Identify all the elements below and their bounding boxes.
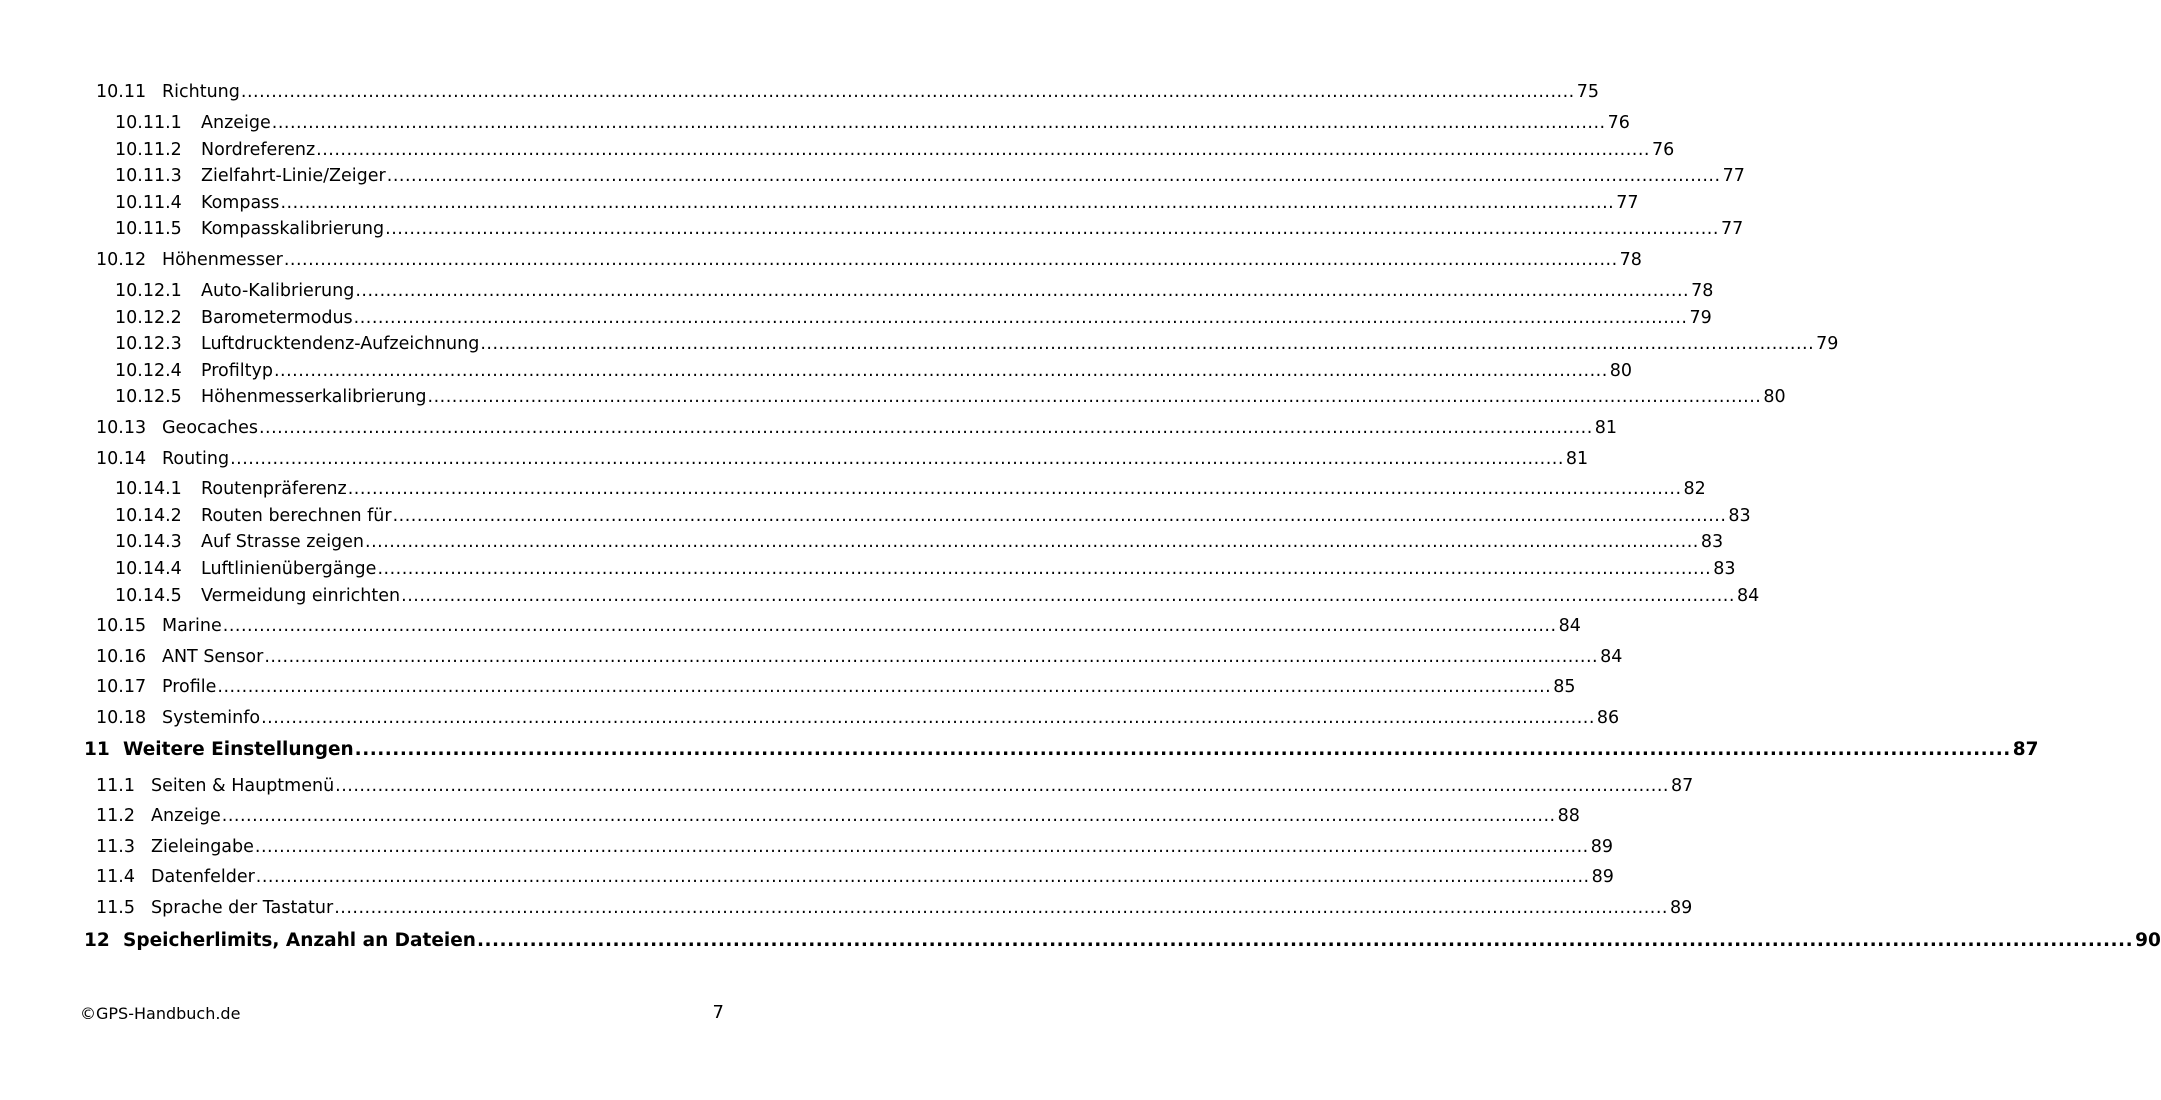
toc-entry-page: 87 — [1670, 776, 1694, 796]
dot-leader: ............................................................................................................................................................................................................................ — [316, 140, 1650, 160]
toc-entry-title: Marine — [162, 616, 222, 636]
dot-leader: ............................................................................................................................................................................................................................ — [240, 82, 1575, 102]
toc-entry[interactable] — [96, 866, 1614, 888]
toc-entry-page: 81 — [1565, 449, 1589, 469]
toc-entry-page: 76 — [1651, 140, 1675, 160]
toc-entry-page: 77 — [1720, 219, 1744, 239]
toc-entry-page: 89 — [1670, 898, 1693, 918]
footer-page-number: 7 — [712, 1002, 724, 1023]
toc-entry-title: Weitere Einstellungen — [123, 739, 354, 760]
toc-entry[interactable] — [84, 930, 2161, 952]
toc-entry[interactable] — [115, 307, 1712, 329]
toc-entry-title: Routenpräferenz — [201, 479, 347, 499]
toc-entry[interactable] — [84, 739, 2039, 761]
toc-entry-title: Speicherlimits, Anzahl an Dateien — [123, 930, 476, 951]
toc-entry-title: Höhenmesserkalibrierung — [201, 387, 427, 407]
toc-entry-page: 83 — [1713, 559, 1736, 579]
dot-leader: ............................................................................................................................................................................................................................ — [377, 559, 1712, 579]
toc-entry-page: 75 — [1576, 82, 1599, 102]
dot-leader: ............................................................................................................................................................................................................................ — [365, 532, 1699, 552]
toc-entry-number: 11.5 — [96, 898, 135, 918]
dot-leader: ............................................................................................................................................................................................................................ — [480, 334, 1815, 354]
toc-entry[interactable] — [96, 615, 1581, 637]
toc-entry[interactable] — [96, 676, 1576, 698]
dot-leader: ............................................................................................................................................................................................................................ — [255, 867, 1590, 887]
toc-entry-number: 10.12.1 — [115, 281, 182, 301]
toc-entry-title: Zielfahrt-Linie/Zeiger — [201, 166, 386, 186]
dot-leader: ............................................................................................................................................................................................................................ — [354, 739, 2011, 760]
toc-entry-number: 10.11.2 — [115, 140, 182, 160]
dot-leader: ............................................................................................................................................................................................................................ — [401, 586, 1735, 606]
toc-entry-page: 76 — [1607, 113, 1630, 133]
dot-leader: ............................................................................................................................................................................................................................ — [476, 930, 2134, 951]
toc-entry[interactable] — [115, 505, 1751, 527]
dot-leader: ............................................................................................................................................................................................................................ — [386, 166, 1721, 186]
toc-entry-title: Routing — [162, 449, 230, 469]
dot-leader: ............................................................................................................................................................................................................................ — [355, 281, 1690, 301]
toc-entry-number: 12 — [84, 930, 110, 951]
toc-entry-page: 77 — [1616, 193, 1639, 213]
toc-entry-page: 84 — [1558, 616, 1581, 636]
toc-entry-number: 11.2 — [96, 806, 135, 826]
toc-entry-page: 87 — [2012, 739, 2039, 760]
toc-entry-page: 78 — [1691, 281, 1714, 301]
toc-entry-page: 88 — [1557, 806, 1580, 826]
toc-entry-page: 90 — [2135, 930, 2161, 951]
toc-entry-title: Richtung — [162, 82, 240, 102]
dot-leader: ............................................................................................................................................................................................................................ — [347, 479, 1682, 499]
dot-leader: ............................................................................................................................................................................................................................ — [273, 361, 1608, 381]
toc-entry-page: 89 — [1590, 837, 1614, 857]
toc-entry-page: 77 — [1722, 166, 1745, 186]
toc-entry-page: 86 — [1596, 708, 1620, 728]
toc-entry[interactable] — [96, 897, 1693, 919]
dot-leader: ............................................................................................................................................................................................................................ — [221, 806, 1556, 826]
toc-entry[interactable] — [115, 360, 1633, 382]
toc-entry-page: 89 — [1591, 867, 1614, 887]
toc-entry-title: Kompasskalibrierung — [201, 219, 385, 239]
toc-entry[interactable] — [115, 585, 1760, 607]
toc-entry-page: 84 — [1736, 586, 1760, 606]
dot-leader: ............................................................................................................................................................................................................................ — [258, 418, 1593, 438]
toc-entry-title: Kompass — [201, 193, 280, 213]
toc-entry-title: Barometermodus — [201, 308, 353, 328]
toc-entry-page: 80 — [1763, 387, 1786, 407]
toc-entry[interactable] — [96, 805, 1580, 827]
toc-entry-number: 10.11.4 — [115, 193, 182, 213]
toc-entry[interactable] — [115, 478, 1706, 500]
toc-entry-number: 10.12.5 — [115, 387, 182, 407]
toc-entry[interactable] — [96, 249, 1642, 271]
toc-entry-number: 10.16 — [96, 647, 147, 667]
toc-entry-title: Sprache der Tastatur — [151, 898, 334, 918]
dot-leader: ............................................................................................................................................................................................................................ — [222, 616, 1557, 636]
dot-leader: ............................................................................................................................................................................................................................ — [261, 708, 1595, 728]
toc-entry-title: Profile — [162, 677, 217, 697]
toc-entry-page: 79 — [1816, 334, 1839, 354]
toc-entry-title: ANT Sensor — [162, 647, 264, 667]
toc-entry[interactable] — [115, 280, 1714, 302]
toc-entry[interactable] — [115, 333, 1839, 355]
toc-entry-page: 79 — [1689, 308, 1712, 328]
toc-entry[interactable] — [96, 417, 1618, 439]
dot-leader: ............................................................................................................................................................................................................................ — [283, 250, 1618, 270]
toc-entry-title: Routen berechnen für — [201, 506, 392, 526]
toc-entry-page: 85 — [1553, 677, 1576, 697]
toc-entry[interactable] — [115, 165, 1745, 187]
toc-entry[interactable] — [96, 646, 1623, 668]
toc-entry[interactable] — [115, 218, 1744, 240]
toc-entry[interactable] — [115, 531, 1724, 553]
toc-entry-number: 10.11.3 — [115, 166, 182, 186]
toc-entry-number: 10.14 — [96, 449, 147, 469]
toc-entry-number: 10.11.1 — [115, 113, 182, 133]
toc-entry-title: Auto-Kalibrierung — [201, 281, 355, 301]
toc-entry-title: Auf Strasse zeigen — [201, 532, 365, 552]
dot-leader: ............................................................................................................................................................................................................................ — [254, 837, 1589, 857]
toc-entry-number: 10.11.5 — [115, 219, 182, 239]
toc-entry-number: 10.12 — [96, 250, 147, 270]
toc-entry-page: 78 — [1619, 250, 1642, 270]
toc-entry-title: Vermeidung einrichten — [201, 586, 401, 606]
toc-entry[interactable] — [96, 836, 1614, 858]
toc-entry-title: Luftlinienübergänge — [201, 559, 377, 579]
toc-entry-title: Seiten & Hauptmenü — [151, 776, 335, 796]
toc-entry-number: 10.13 — [96, 418, 147, 438]
toc-entry-number: 10.14.4 — [115, 559, 182, 579]
toc-entry[interactable] — [115, 112, 1630, 134]
toc-entry-title: Profiltyp — [201, 361, 273, 381]
toc-entry-number: 10.18 — [96, 708, 147, 728]
toc-entry-number: 10.12.4 — [115, 361, 182, 381]
toc-entry-number: 10.14.3 — [115, 532, 182, 552]
toc-entry-number: 11.3 — [96, 837, 135, 857]
toc-entry-number: 11.1 — [96, 776, 135, 796]
toc-entry-number: 10.12.2 — [115, 308, 182, 328]
dot-leader: ............................................................................................................................................................................................................................ — [427, 387, 1762, 407]
toc-entry-page: 82 — [1683, 479, 1706, 499]
dot-leader: ............................................................................................................................................................................................................................ — [271, 113, 1606, 133]
toc-entry-title: Zieleingabe — [151, 837, 254, 857]
toc-entry[interactable] — [96, 448, 1589, 470]
toc-entry-number: 10.17 — [96, 677, 147, 697]
toc-entry-title: Höhenmesser — [162, 250, 283, 270]
dot-leader: ............................................................................................................................................................................................................................ — [217, 677, 1552, 697]
toc-entry[interactable] — [115, 139, 1675, 161]
dot-leader: ............................................................................................................................................................................................................................ — [264, 647, 1599, 667]
toc-entry[interactable] — [115, 386, 1786, 408]
toc-entry-number: 10.15 — [96, 616, 147, 636]
dot-leader: ............................................................................................................................................................................................................................ — [335, 776, 1669, 796]
toc-entry-page: 80 — [1609, 361, 1633, 381]
dot-leader: ............................................................................................................................................................................................................................ — [353, 308, 1688, 328]
toc-entry[interactable] — [96, 81, 1599, 103]
toc-entry-page: 83 — [1700, 532, 1724, 552]
toc-entry[interactable] — [96, 775, 1694, 797]
toc-entry-title: Anzeige — [151, 806, 221, 826]
dot-leader: ............................................................................................................................................................................................................................ — [280, 193, 1615, 213]
toc-entry-number: 10.14.5 — [115, 586, 182, 606]
toc-entry-page: 84 — [1600, 647, 1623, 667]
toc-entry[interactable] — [96, 707, 1620, 729]
toc-entry-number: 10.14.2 — [115, 506, 182, 526]
dot-leader: ............................................................................................................................................................................................................................ — [392, 506, 1727, 526]
toc-entry-page: 81 — [1594, 418, 1618, 438]
toc-entry[interactable] — [115, 192, 1639, 214]
toc-entry-number: 10.14.1 — [115, 479, 182, 499]
toc-entry-title: Nordreferenz — [201, 140, 316, 160]
toc-entry-number: 11.4 — [96, 867, 135, 887]
toc-entry-page: 83 — [1728, 506, 1751, 526]
toc-entry-number: 10.12.3 — [115, 334, 182, 354]
toc-entry-title: Systeminfo — [162, 708, 261, 728]
toc-entry-title: Datenfelder — [151, 867, 255, 887]
toc-entry-number: 10.11 — [96, 82, 147, 102]
toc-entry-number: 11 — [84, 739, 110, 760]
footer-copyright: ©GPS-Handbuch.de — [80, 1004, 241, 1023]
toc-entry-title: Luftdrucktendenz-Aufzeichnung — [201, 334, 480, 354]
dot-leader: ............................................................................................................................................................................................................................ — [385, 219, 1719, 239]
dot-leader: ............................................................................................................................................................................................................................ — [230, 449, 1564, 469]
toc-entry-title: Geocaches — [162, 418, 258, 438]
toc-entry[interactable] — [115, 558, 1736, 580]
dot-leader: ............................................................................................................................................................................................................................ — [334, 898, 1668, 918]
toc-entry-title: Anzeige — [201, 113, 271, 133]
